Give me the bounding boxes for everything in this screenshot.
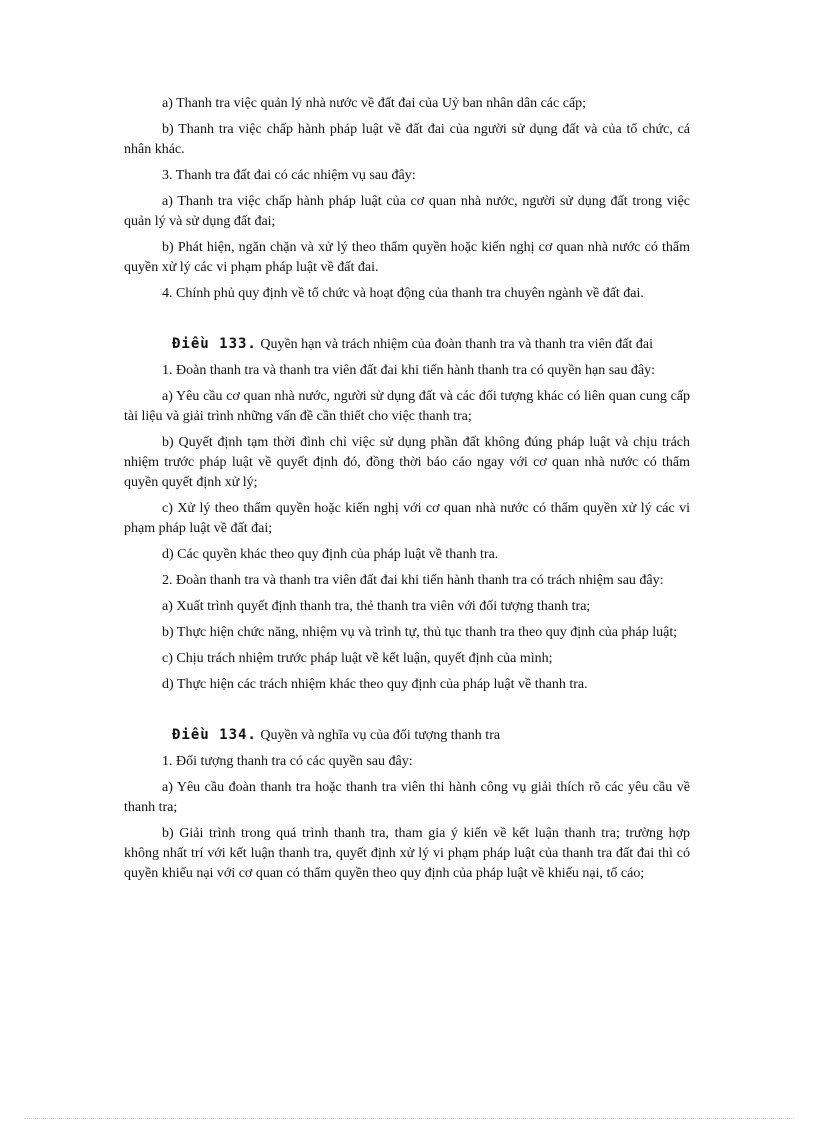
article-134-title: Quyền và nghĩa vụ của đối tượng thanh tra xyxy=(260,728,501,743)
article-133-clause-1d: d) Các quyền khác theo quy định của pháp luật về thanh tra. xyxy=(162,547,499,562)
article-133-heading xyxy=(124,334,690,355)
document-page xyxy=(124,94,690,890)
article-133-number: Điều 133. xyxy=(172,336,257,352)
article-133-clause-1a: a) Yêu cầu cơ quan nhà nước, người sử dụng đất và các đối tượng khác có liên quan cung cấp tài liệu và giải trình những vấn đề cần thiết cho việc thanh tra; xyxy=(124,389,690,424)
spacer xyxy=(124,310,690,334)
paragraph-2b: b) Thanh tra việc chấp hành pháp luật về đất đai của người sử dụng đất và của tổ chức, cá nhân khác. xyxy=(124,122,690,157)
article-134-clause-1a: a) Yêu cầu đoàn thanh tra hoặc thanh tra viên thi hành công vụ giải thích rõ các yêu cầu về thanh tra; xyxy=(124,780,690,815)
article-134-clause-1: 1. Đối tượng thanh tra có các quyền sau đây: xyxy=(162,754,413,769)
article-134-number: Điều 134. xyxy=(172,727,257,743)
article-133-clause-2b: b) Thực hiện chức năng, nhiệm vụ và trình tự, thủ tục thanh tra theo quy định của pháp luật; xyxy=(162,625,678,640)
article-133-clause-1b: b) Quyết định tạm thời đình chỉ việc sử dụng phần đất không đúng pháp luật và chịu trách nhiệm trước pháp luật về quyết định đó, đồng thời báo cáo ngay với cơ quan nhà nước có thẩm quyền quyết định xử lý; xyxy=(124,435,690,490)
paragraph-2a: a) Thanh tra việc quản lý nhà nước về đất đai của Uỷ ban nhân dân các cấp; xyxy=(162,96,587,111)
paragraph-3: 3. Thanh tra đất đai có các nhiệm vụ sau đây: xyxy=(162,168,416,183)
article-133-clause-1: 1. Đoàn thanh tra và thanh tra viên đất đai khi tiến hành thanh tra có quyền hạn sau đây: xyxy=(162,363,655,378)
article-133-clause-2d: d) Thực hiện các trách nhiệm khác theo quy định của pháp luật về thanh tra. xyxy=(162,677,588,692)
paragraph-4: 4. Chính phủ quy định về tổ chức và hoạt động của thanh tra chuyên ngành về đất đai. xyxy=(162,286,644,301)
article-134-clause-1b: b) Giải trình trong quá trình thanh tra, tham gia ý kiến về kết luận thanh tra; trường hợp không nhất trí với kết luận thanh tra, quyết định xử lý vi phạm pháp luật của thanh tra đất đai thì có quyền khiếu nại với cơ quan có thẩm quyền theo quy định của pháp luật về khiếu nại, tố cáo; xyxy=(124,826,690,881)
article-133-clause-2a: a) Xuất trình quyết định thanh tra, thẻ thanh tra viên với đối tượng thanh tra; xyxy=(162,599,591,614)
article-134-heading xyxy=(124,725,690,746)
article-133-clause-1c: c) Xử lý theo thẩm quyền hoặc kiến nghị với cơ quan nhà nước có thẩm quyền xử lý các vi phạm pháp luật về đất đai; xyxy=(124,501,690,536)
paragraph-3b: b) Phát hiện, ngăn chặn và xử lý theo thẩm quyền hoặc kiến nghị cơ quan nhà nước có thẩm quyền xử lý các vi phạm pháp luật về đất đai. xyxy=(124,240,690,275)
article-133-clause-2c: c) Chịu trách nhiệm trước pháp luật về kết luận, quyết định của mình; xyxy=(162,651,553,666)
spacer xyxy=(124,701,690,725)
article-133-clause-2: 2. Đoàn thanh tra và thanh tra viên đất đai khi tiến hành thanh tra có trách nhiệm sau đây: xyxy=(162,573,664,588)
article-133-title: Quyền hạn và trách nhiệm của đoàn thanh tra và thanh tra viên đất đai xyxy=(260,337,653,352)
page-bottom-divider xyxy=(24,1118,794,1119)
paragraph-3a: a) Thanh tra việc chấp hành pháp luật của cơ quan nhà nước, người sử dụng đất trong việc quản lý và sử dụng đất đai; xyxy=(124,194,690,229)
